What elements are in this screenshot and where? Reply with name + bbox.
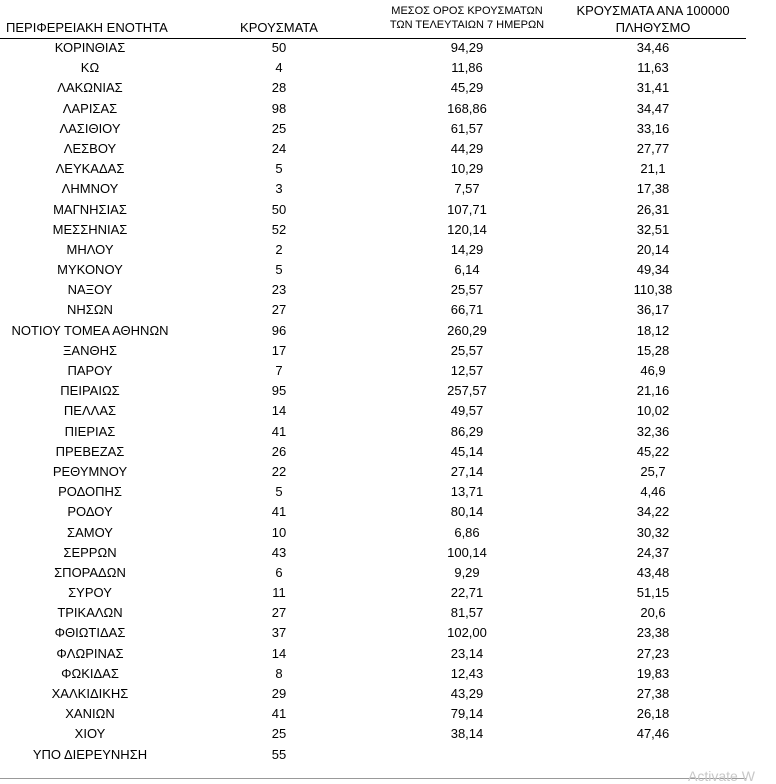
cell-per-100k: 34,22	[636, 504, 670, 520]
cell-avg: 107,71	[447, 201, 487, 217]
cell-avg: 6,14	[454, 262, 480, 278]
cell-per-100k: 17,38	[636, 181, 670, 197]
cell-avg: 38,14	[450, 726, 484, 742]
cell-per-100k: 51,15	[636, 585, 670, 601]
table-row	[0, 341, 746, 361]
cell-cases: 55	[271, 746, 287, 762]
cell-cases: 98	[271, 100, 287, 116]
cell-avg: 66,71	[450, 302, 484, 318]
cell-avg: 81,57	[450, 605, 484, 621]
table-row	[0, 644, 746, 664]
table-row	[0, 401, 746, 421]
table-row	[0, 462, 746, 482]
cell-per-100k: 11,63	[637, 60, 669, 76]
cell-cases: 25	[271, 726, 287, 742]
table-row	[0, 563, 746, 583]
table-row	[0, 159, 746, 179]
cell-cases: 27	[271, 605, 287, 621]
cell-avg: 45,14	[450, 443, 484, 459]
cell-per-100k: 15,28	[636, 342, 670, 358]
cell-per-100k: 45,22	[636, 443, 670, 459]
cell-avg: 10,29	[450, 161, 484, 177]
table-body	[0, 38, 746, 765]
cell-per-100k: 24,37	[636, 544, 670, 560]
table-row	[0, 300, 746, 320]
header-avg-line1: ΜΕΣΟΣ ΟΡΟΣ ΚΡΟΥΣΜΑΤΩΝ	[391, 5, 543, 17]
table-row	[0, 361, 746, 381]
cell-region: ΠΕΙΡΑΙΩΣ	[60, 383, 120, 399]
table-row	[0, 280, 746, 300]
table-row	[0, 38, 746, 58]
table-row	[0, 664, 746, 684]
cell-cases: 5	[275, 484, 283, 500]
cell-cases: 7	[275, 363, 283, 378]
cell-cases: 2	[275, 241, 283, 257]
cell-avg: 27,14	[450, 463, 484, 479]
table-row	[0, 482, 746, 502]
cell-per-100k: 34,47	[636, 100, 670, 116]
cell-cases: 41	[271, 706, 287, 722]
cell-per-100k: 23,38	[636, 625, 670, 641]
cell-cases: 41	[271, 504, 287, 520]
cell-avg: 120,14	[447, 221, 487, 237]
cell-cases: 37	[271, 625, 287, 641]
cell-cases: 17	[271, 342, 287, 358]
cell-region: ΧΑΛΚΙΔΙΚΗΣ	[51, 686, 129, 701]
cell-per-100k: 21,1	[640, 161, 666, 177]
cell-region: ΦΩΚΙΔΑΣ	[61, 665, 119, 681]
cell-region: ΛΑΚΩΝΙΑΣ	[57, 80, 123, 96]
cell-region: ΝΑΞΟΥ	[67, 282, 113, 298]
cell-per-100k: 19,83	[636, 665, 670, 681]
table-row	[0, 99, 746, 119]
cell-avg: 100,14	[447, 544, 487, 560]
table-row	[0, 704, 746, 724]
cell-cases: 43	[271, 544, 287, 560]
cell-cases: 95	[271, 383, 287, 399]
cell-avg: 49,57	[450, 403, 484, 419]
cell-avg: 9,29	[454, 564, 480, 580]
cell-region: ΠΑΡΟΥ	[67, 363, 113, 378]
cell-avg: 22,71	[450, 585, 484, 601]
cell-region: ΜΥΚΟΝΟΥ	[57, 262, 123, 278]
cell-per-100k: 27,23	[636, 645, 670, 661]
cell-avg: 260,29	[447, 322, 487, 338]
cell-cases: 5	[275, 161, 283, 177]
cell-region: ΠΕΛΛΑΣ	[63, 403, 117, 419]
header-per-line2: ΠΛΗΘΥΣΜΟ	[615, 20, 691, 35]
activation-watermark: Activate W	[688, 768, 755, 784]
cell-per-100k: 36,17	[636, 302, 670, 318]
cell-cases: 22	[271, 463, 287, 479]
header-per-100k	[560, 2, 746, 36]
bottom-divider	[0, 778, 746, 779]
cell-region: ΛΑΡΙΣΑΣ	[62, 100, 118, 116]
cell-avg: 25,57	[450, 342, 484, 358]
cell-region: ΧΙΟΥ	[74, 726, 106, 742]
cell-avg: 80,14	[450, 504, 484, 520]
cell-avg: 23,14	[450, 645, 484, 661]
cell-avg: 61,57	[450, 120, 484, 136]
cell-region: ΣΑΜΟΥ	[67, 524, 113, 540]
cell-per-100k: 27,77	[636, 140, 670, 156]
cell-cases: 96	[271, 322, 287, 338]
cell-cases: 14	[271, 403, 287, 419]
cell-per-100k: 110,38	[633, 282, 673, 298]
cell-region: ΡΟΔΟΠΗΣ	[58, 484, 122, 500]
cell-region: ΝΟΤΙΟΥ ΤΟΜΕΑ ΑΘΗΝΩΝ	[11, 322, 169, 338]
cell-per-100k: 20,14	[636, 241, 670, 257]
cell-region: ΧΑΝΙΩΝ	[65, 706, 115, 722]
cell-region: ΛΑΣΙΘΙΟΥ	[59, 120, 121, 136]
cell-cases: 50	[271, 201, 287, 217]
header-per-line1: ΚΡΟΥΣΜΑΤΑ ΑΝΑ 100000	[576, 3, 730, 18]
cell-region: ΠΙΕΡΙΑΣ	[64, 423, 116, 439]
cell-cases: 10	[271, 524, 287, 540]
header-avg	[372, 4, 562, 32]
cell-cases: 28	[271, 80, 287, 96]
cell-avg: 79,14	[450, 706, 484, 722]
cell-region: ΠΡΕΒΕΖΑΣ	[55, 443, 125, 459]
table-row	[0, 321, 746, 341]
cell-cases: 50	[271, 40, 287, 55]
table-row	[0, 220, 746, 240]
cell-avg: 86,29	[450, 423, 484, 439]
cell-per-100k: 18,12	[636, 322, 670, 338]
cell-avg: 94,29	[450, 40, 484, 55]
cell-per-100k: 32,51	[636, 221, 670, 237]
cell-cases: 41	[271, 423, 287, 439]
cell-region: ΞΑΝΘΗΣ	[62, 342, 118, 358]
cell-per-100k: 4,46	[640, 484, 666, 500]
table-row	[0, 200, 746, 220]
cell-avg: 25,57	[450, 282, 484, 298]
cell-cases: 23	[271, 282, 287, 298]
cell-region: ΡΕΘΥΜΝΟΥ	[52, 463, 128, 479]
cell-per-100k: 34,46	[636, 40, 670, 55]
table-row	[0, 543, 746, 563]
cell-avg: 12,43	[450, 665, 484, 681]
cell-region: ΦΛΩΡΙΝΑΣ	[56, 645, 124, 661]
cell-avg: 257,57	[447, 383, 487, 399]
cell-region: ΛΕΥΚΑΔΑΣ	[55, 161, 125, 177]
table-row	[0, 422, 746, 442]
table-row	[0, 260, 746, 280]
cell-region: ΛΕΣΒΟΥ	[63, 140, 117, 156]
table-row	[0, 684, 746, 704]
table-row	[0, 724, 746, 744]
cell-per-100k: 25,7	[640, 463, 666, 479]
cell-avg: 44,29	[450, 140, 484, 156]
cell-cases: 4	[275, 60, 283, 76]
cell-per-100k: 10,02	[636, 403, 670, 419]
table-row	[0, 179, 746, 199]
cell-region: ΜΗΛΟΥ	[66, 241, 114, 257]
table-row	[0, 381, 746, 401]
cell-avg: 102,00	[447, 625, 487, 641]
cell-region: ΡΟΔΟΥ	[67, 504, 113, 520]
table-row	[0, 502, 746, 522]
cell-cases: 3	[275, 181, 283, 197]
cell-per-100k: 30,32	[636, 524, 670, 540]
table-row	[0, 58, 746, 78]
cell-cases: 24	[271, 140, 287, 156]
cell-cases: 26	[271, 443, 287, 459]
cell-per-100k: 26,18	[636, 706, 670, 722]
cell-per-100k: 43,48	[636, 564, 670, 580]
cell-cases: 52	[271, 221, 287, 237]
table-row	[0, 240, 746, 260]
cell-cases: 25	[271, 120, 287, 136]
cell-avg: 6,86	[454, 524, 480, 540]
cell-avg: 12,57	[450, 363, 484, 378]
cell-region: ΣΥΡΟΥ	[68, 585, 112, 601]
table-row	[0, 583, 746, 603]
cell-region: ΛΗΜΝΟΥ	[61, 181, 119, 197]
cell-per-100k: 20,6	[640, 605, 666, 621]
cell-per-100k: 33,16	[636, 120, 670, 136]
cell-region: ΚΟΡΙΝΘΙΑΣ	[54, 40, 126, 55]
cell-region: ΜΑΓΝΗΣΙΑΣ	[53, 201, 127, 217]
cell-avg: 45,29	[450, 80, 484, 96]
table-row	[0, 442, 746, 462]
cell-cases: 5	[275, 262, 283, 278]
cell-cases: 14	[271, 645, 287, 661]
cell-cases: 27	[271, 302, 287, 318]
cell-region: ΥΠΟ ΔΙΕΡΕΥΝΗΣΗ	[32, 746, 148, 762]
table-row	[0, 603, 746, 623]
table-row	[0, 523, 746, 543]
cell-per-100k: 31,41	[636, 80, 670, 96]
cell-region: ΦΘΙΩΤΙΔΑΣ	[54, 625, 126, 641]
cell-per-100k: 49,34	[636, 262, 670, 278]
cell-avg: 7,57	[454, 181, 480, 197]
cell-cases: 6	[275, 564, 283, 580]
cell-avg: 14,29	[450, 241, 484, 257]
header-cases: ΚΡΟΥΣΜΑΤΑ	[240, 20, 318, 35]
cell-per-100k: 46,9	[640, 363, 666, 378]
cell-per-100k: 26,31	[636, 201, 670, 217]
table-row	[0, 78, 746, 98]
cell-region: ΣΠΟΡΑΔΩΝ	[54, 564, 126, 580]
header-region: ΠΕΡΙΦΕΡΕΙΑΚΗ ΕΝΟΤΗΤΑ	[6, 20, 168, 35]
cell-region: ΝΗΣΩΝ	[67, 302, 113, 318]
table-header	[0, 0, 746, 39]
table-row	[0, 139, 746, 159]
cell-avg: 168,86	[447, 100, 487, 116]
cell-cases: 11	[272, 585, 286, 601]
cell-cases: 8	[275, 665, 283, 681]
cell-region: ΜΕΣΣΗΝΙΑΣ	[52, 221, 128, 237]
table-row	[0, 119, 746, 139]
header-avg-line2: ΤΩΝ ΤΕΛΕΥΤΑΙΩΝ 7 ΗΜΕΡΩΝ	[389, 19, 545, 31]
table-row	[0, 745, 746, 765]
cell-avg: 13,71	[450, 484, 484, 500]
cell-avg: 11,86	[451, 60, 483, 76]
cell-region: ΣΕΡΡΩΝ	[63, 544, 117, 560]
cell-avg: 43,29	[450, 686, 484, 701]
cell-region: ΚΩ	[80, 60, 100, 76]
cell-region: ΤΡΙΚΑΛΩΝ	[57, 605, 123, 621]
cell-per-100k: 32,36	[636, 423, 670, 439]
cell-per-100k: 21,16	[636, 383, 670, 399]
cell-per-100k: 47,46	[636, 726, 670, 742]
table-row	[0, 623, 746, 643]
cell-cases: 29	[271, 686, 287, 701]
cell-per-100k: 27,38	[636, 686, 670, 701]
